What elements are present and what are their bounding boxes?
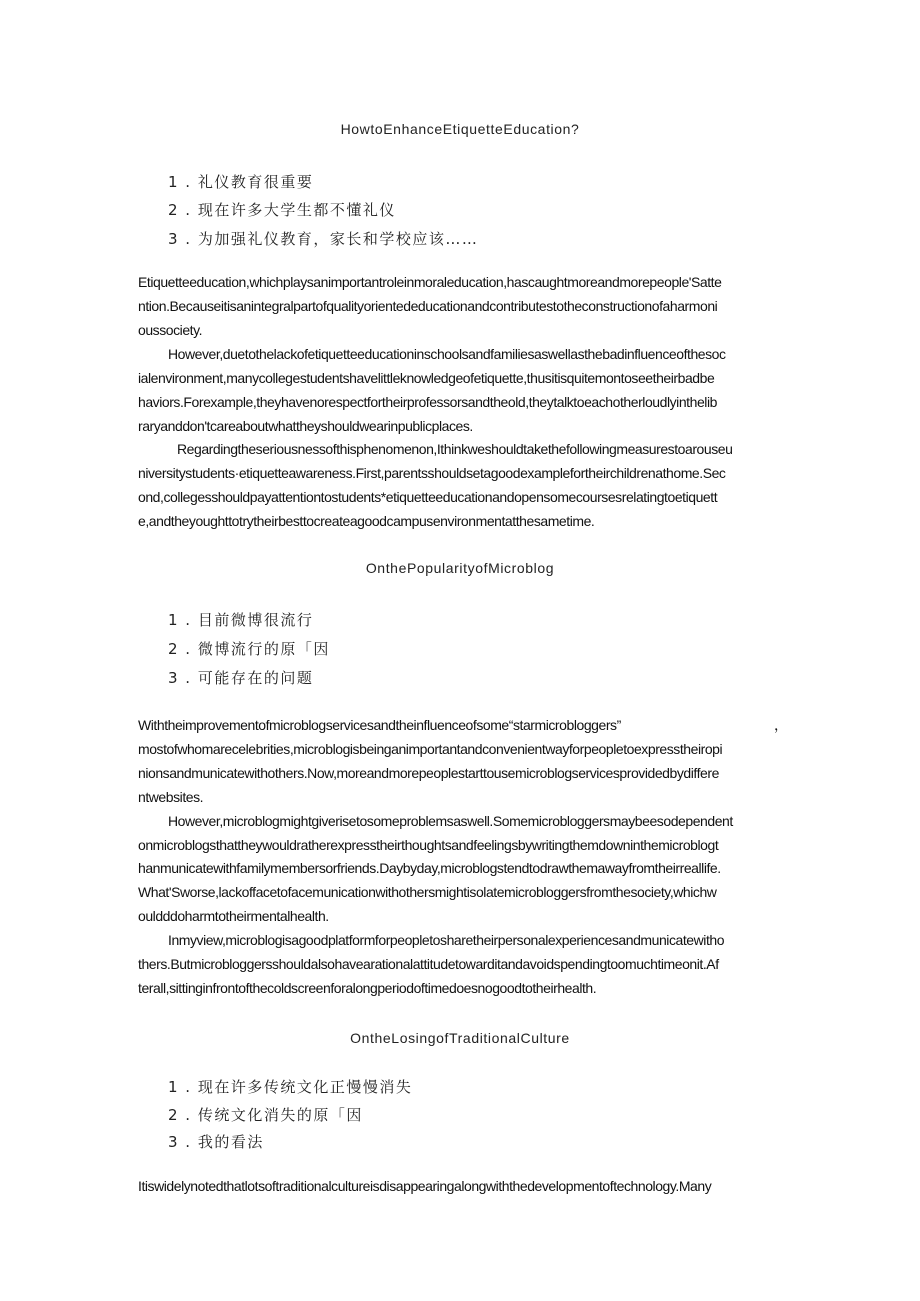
paragraph-line: Regardingtheseriousnessofthisphenomenon,Ithinkweshouldtakethefollowingmeasurestoarouseu <box>177 441 733 457</box>
section-title: HowtoEnhanceEtiquetteEducation? <box>340 121 580 137</box>
outline-item: 1 . 现在许多传统文化正慢慢消失 <box>168 1078 413 1096</box>
paragraph-line: oussociety. <box>138 322 203 338</box>
paragraph-line: mostofwhomarecelebrities,microblogisbeinganimportantandconvenientwayforpeopletoexpresstheiropi <box>138 741 723 757</box>
paragraph-line: thers.Butmicrobloggersshouldalsohavearationalattitudetowarditandavoidspendingtoomuchtimeonit.Af <box>138 956 719 972</box>
paragraph-line: However,duetothelackofetiquetteeducationinschoolsandfamiliesaswellasthebadinfluenceofthesoc <box>168 346 726 362</box>
paragraph-line: e,andtheyoughttotrytheirbesttocreateagoodcampusenvironmentatthesametime. <box>138 513 595 529</box>
outline-item: 3 . 为加强礼仪教育，家长和学校应该…… <box>168 230 479 248</box>
paragraph-line: ond,collegesshouldpayattentiontostudents*etiquetteeducationandopensomecoursesrelatingtoetiquett <box>138 489 718 505</box>
outline-item: 3 . 我的看法 <box>168 1133 264 1151</box>
outline-item: 3 . 可能存在的问题 <box>168 669 314 687</box>
paragraph-line: niversitystudents·etiquetteawareness.First,parentsshouldsetagoodexamplefortheirchildrenathome.Sec <box>138 465 726 481</box>
paragraph-line: ntion.Becauseitisanintegralpartofqualityorientededucationandcontributestotheconstructionofaharmoni <box>138 298 718 314</box>
paragraph-line: ntwebsites. <box>138 789 204 805</box>
outline-item: 2 . 现在许多大学生都不懂礼仪 <box>168 201 396 219</box>
paragraph-line: Itiswidelynotedthatlotsoftraditionalcultureisdisappearingalongwiththedevelopmentoftechnology.Many <box>138 1178 712 1194</box>
section-title: OnthePopularityofMicroblog <box>365 560 555 576</box>
trailing-comma: ， <box>774 717 788 733</box>
paragraph-line: What'Sworse,lackoffacetofacemunicationwithothersmightisolatemicrobloggersfromthesociety,whichw <box>138 884 717 900</box>
outline-item: 1 . 礼仪教育很重要 <box>168 173 314 191</box>
paragraph-line: hanmunicatewithfamilymembersorfriends.Daybyday,microblogstendtodrawthemawayfromtheirreallife. <box>138 860 721 876</box>
paragraph-line: terall,sittinginfrontofthecoldscreenforalongperiodoftimedoesnogoodtotheirhealth. <box>138 980 597 996</box>
section-title: OntheLosingofTraditionalCulture <box>350 1030 570 1046</box>
paragraph-line: Withtheimprovementofmicroblogservicesandtheinfluenceofsome“starmicrobloggers” <box>138 717 621 733</box>
paragraph-line: raryanddon'tcareaboutwhattheyshouldwearinpublicplaces. <box>138 418 473 434</box>
paragraph-line: onmicroblogsthattheywouldratherexpresstheirthoughtsandfeelingsbywritingthemdowninthemicroblogt <box>138 837 719 853</box>
outline-item: 1 . 目前微博很流行 <box>168 611 314 629</box>
outline-item: 2 . 传统文化消失的原「因 <box>168 1106 363 1124</box>
paragraph-line: haviors.Forexample,theyhavenorespectfortheirprofessorsandtheold,theytalktoeachotherloudlyinthelib <box>138 394 717 410</box>
outline-item: 2 . 微博流行的原「因 <box>168 640 330 658</box>
paragraph-line: However,microblogmightgiverisetosomeproblemsaswell.Somemicrobloggersmaybeesodependent <box>168 813 733 829</box>
paragraph-line: nionsandmunicatewithothers.Now,moreandmorepeoplestarttousemicroblogservicesprovidedbydiffere <box>138 765 719 781</box>
paragraph-line: ouldddoharmtotheirmentalhealth. <box>138 908 329 924</box>
paragraph-line: ialenvironment,manycollegestudentshavelittleknowledgeofetiquette,thusitisquitemontoseetheirbadbe <box>138 370 715 386</box>
paragraph-line: Inmyview,microblogisagoodplatformforpeopletosharetheirpersonalexperiencesandmunicatewitho <box>168 932 725 948</box>
paragraph-line: Etiquetteeducation,whichplaysanimportantroleinmoraleducation,hascaughtmoreandmorepeople'Satte <box>138 274 722 290</box>
